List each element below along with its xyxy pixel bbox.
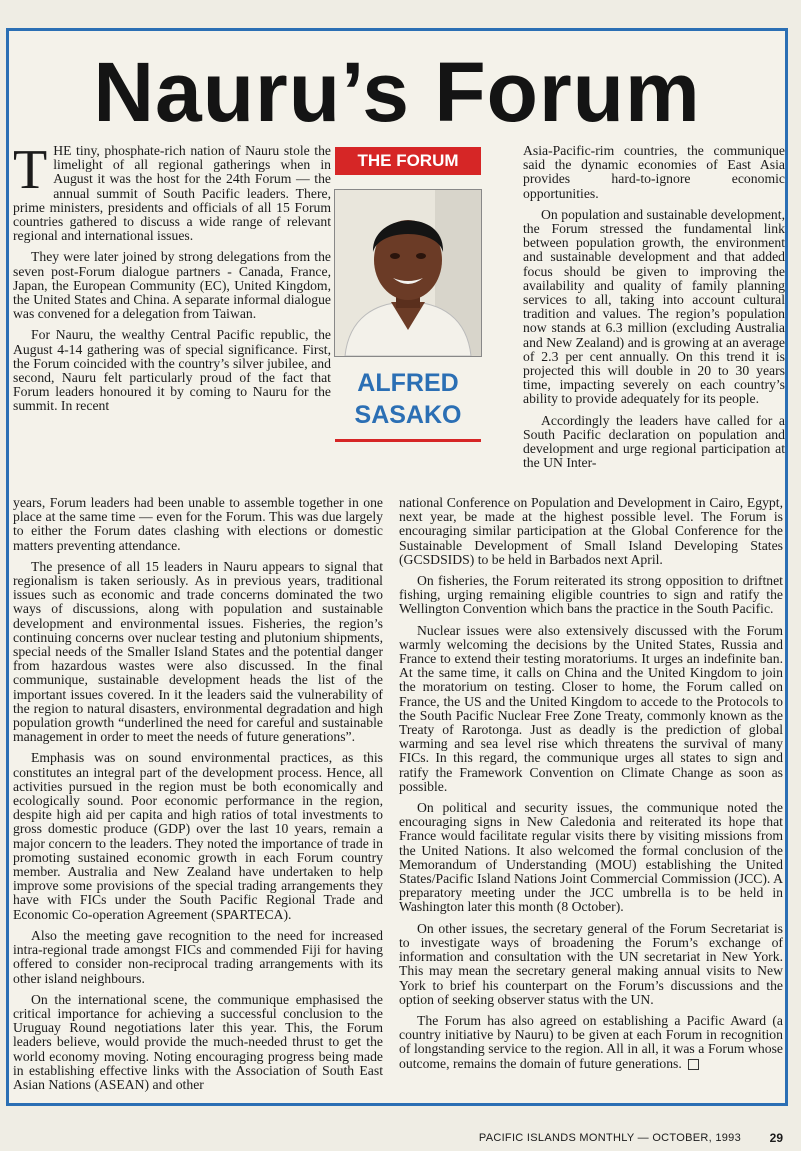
paragraph-text: The Forum has also agreed on establishing a Pacific Award (a country initiative by Nauru) to be given at each Forum in recognition of longstanding service to the region. All in all, it was a Forum whose outcome, remains the domain of future generations. xyxy=(399,1012,783,1071)
author-last-name: SASAKO xyxy=(354,401,462,429)
paragraph: The presence of all 15 leaders in Nauru appears to signal that regionalism is taken seriously. As in previous years, traditional issues such as economic and trade concerns dominated the two ways of discussions, along with population and sustainable development and environmental issues. Fisheries, the region’s continuing concerns over nuclear testing and plutonium shipments, special needs of the Smaller Island States and the potential danger from hazardous wastes were also discussed. In the final communique, sustainable development heads the list of the important issues covered. In it the leaders said the vulnerability of the region to natural disasters, environmental degradation and high population growth “underlined the need for careful and sustainable management in order to meet the needs of future generations”. xyxy=(13,558,383,745)
author-photo xyxy=(334,189,482,357)
author-name xyxy=(333,367,483,431)
author-first-name: ALFRED xyxy=(357,369,459,397)
author-sidebar xyxy=(333,147,483,442)
paragraph: Nuclear issues were also extensively discussed with the Forum warmly welcoming the decisions by the United States, Russia and France to extend their testing moratoriums. It urges an indefinite ban. At the same time, it calls on China and the United Kingdom to join the moratorium on testing. Closer to home, the Forum called on France, the US and the United Kingdom to accede to the Protocols to the South Pacific Nuclear Free Zone Treaty, commonly known as the Treaty of Rarotonga. Just as deadly is the prediction of global warming and sea level rise which threatens the survival of many FICs. In this regard, the communique urges all states to sign and ratify the Framework Convention on Climate Change as soon as possible. xyxy=(399,622,783,794)
section-badge: THE FORUM xyxy=(335,147,481,175)
paragraph: They were later joined by strong delegations from the seven post-Forum dialogue partners - Canada, France, Japan, the European Community (EC), United Kingdom, the United States and China. A separate informal dialogue was convened for a delegation from Taiwan. xyxy=(13,249,331,322)
drop-cap: T xyxy=(13,139,48,201)
paragraph: national Conference on Population and Development in Cairo, Egypt, next year, be made at the highest possible level. The Forum is encouraging similar participation at the Global Conference for the Sustainable Development of Small Island Developing States (GCSDSIDS) to be held in Barbados next April. xyxy=(399,495,783,567)
paragraph: For Nauru, the wealthy Central Pacific republic, the August 4-14 gathering was of special significance. First, the Forum coincided with the country’s silver jubilee, and second, Nauru felt particularly proud of the fact that Forum leaders honoured it by coming to Nauru for the summit. In recent xyxy=(13,327,331,414)
column-left xyxy=(13,139,331,421)
article-title: Nauru’s Forum xyxy=(93,45,701,139)
publication-line: PACIFIC ISLANDS MONTHLY — OCTOBER, 1993 xyxy=(478,1132,741,1144)
red-rule xyxy=(335,439,481,442)
end-mark-icon xyxy=(688,1059,699,1070)
paragraph: On population and sustainable development, the Forum stressed the fundamental link between population growth, the environment and sustainable development and that added focus should be given to improving the availability and quality of family planning services to all, taking into account cultural tradition and values. The region’s population now stands at 6.3 million (excluding Australia and New Zealand) and is growing at an average of 2.3 per cent annually. On this trend it is projected this will double in 20 to 30 years time, impacting severely on each country’s ability to provide adequately for its people. xyxy=(523,206,785,407)
column-right xyxy=(523,144,785,477)
paragraph xyxy=(13,139,331,244)
paragraph: On other issues, the secretary general of the Forum Secretariat is to investigate ways of broadening the Forum’s exchange of information and consultation with the UN secretariat in New York. This may mean the secretary general making annual visits to New York to brief his counterpart on the Forum’s discussions and the option of seeking observer status with the UN. xyxy=(399,920,783,1007)
article-frame xyxy=(6,28,788,1106)
paragraph-text: HE tiny, phosphate-rich nation of Nauru stole the limelight of all regional gatherings when in August it was the host for the 24th Forum — the annual summit of South Pacific leaders. There, prime ministers, presidents and officials of all 15 Forum countries gathered to discuss a wide range of relevant regional and international issues. xyxy=(13,143,331,244)
paragraph: Asia-Pacific-rim countries, the communique said the dynamic economies of East Asia provides hard-to-ignore economic opportunities. xyxy=(523,143,785,201)
column-bottom-left xyxy=(13,496,383,1099)
paragraph: Also the meeting gave recognition to the need for increased intra-regional trade amongst FICs and commended Fiji for having offered to consider non-reciprocal trading arrangements with its other island neighbours. xyxy=(13,927,383,986)
portrait-illustration xyxy=(335,190,481,356)
paragraph: Emphasis was on sound environmental practices, as this constitutes an integral part of the development process. Hence, all activities pursued in the region must be both economically and ecologically sound. Poor economic performance in the region, despite high aid per capita and high ratios of total investments to gross domestic produce (GDP) over the last 10 years, remain a major concern to the leaders. They noted the importance of trade in promoting sustained economic growth in each Forum country member. Australia and New Zealand have undertaken to help improve some provisions of the special trading arrangements they have with FICs under the South Pacific Regional Trade and Economic Co-operation Agreement (SPARTECA). xyxy=(13,750,383,922)
paragraph: On fisheries, the Forum reiterated its strong opposition to driftnet fishing, urging remaining eligible countries to sign and ratify the Wellington Convention which bans the practice in the South Pacific. xyxy=(399,573,783,617)
column-bottom-right xyxy=(399,496,783,1078)
page-number: 29 xyxy=(769,1131,783,1145)
paragraph: years, Forum leaders had been unable to assemble together in one place at the same time — even for the Forum. This was due largely to either the Forum dates clashing with elections or domestic matters preventing attendance. xyxy=(13,495,383,553)
paragraph: On the international scene, the communique emphasised the critical importance for achieving a successful conclusion to the Uruguay Round negotiations later this year. This, the Forum leaders believe, would provide the much-needed thrust to get the world economy moving. Noting encouraging progress being made in establishing effective links with the Association of South East Asian Nations (ASEAN) and other xyxy=(13,991,383,1092)
paragraph: Accordingly the leaders have called for a South Pacific declaration on population and development and urge regional participation at the UN Inter- xyxy=(523,412,785,471)
paragraph xyxy=(399,1014,783,1071)
paragraph: On political and security issues, the communique noted the encouraging signs in New Caledonia and reiterated its hope that France would facilitate regular visits there by visiting missions from the United Nations. It also welcomed the formal conclusion of the Memorandum of Understanding (MOU) establishing the United States/Pacific Island Nations Joint Commercial Commission (JCC). A preparatory meeting under the JCC umbrella is to be held in Washington later this month (8 October). xyxy=(399,800,783,915)
